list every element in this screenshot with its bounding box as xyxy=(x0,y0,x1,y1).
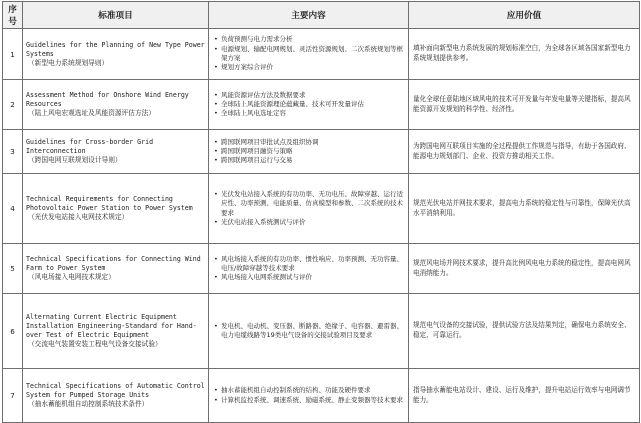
standard-title-cell xyxy=(23,130,209,174)
content-list xyxy=(213,386,405,405)
row-number: 2 xyxy=(3,80,23,130)
content-item: • 全球陆上风电选址定容 xyxy=(221,109,405,118)
standard-title-cell xyxy=(23,294,209,369)
row-number: 5 xyxy=(3,244,23,294)
main-content-cell xyxy=(209,29,409,80)
row-number: 6 xyxy=(3,294,23,369)
content-list xyxy=(213,91,405,119)
content-item: • 规划方案综合评价 xyxy=(221,63,405,72)
application-value-cell: 指导抽水蓄能电站设计、建设、运行及维护，提升电站运行效率与电网调节能力。 xyxy=(409,369,640,423)
content-item: • 计算机监控系统、调速系统、励磁系统、静止变频器等技术要求 xyxy=(221,396,405,405)
content-item: • 电源规划、输配电网规划、灵活性资源规划、二次系统规划等框架方案 xyxy=(221,45,405,64)
standard-title-cn: （交流电气装置安装工程电气设备交接试验） xyxy=(28,340,162,348)
row-number: 1 xyxy=(3,29,23,80)
content-item: • 光伏电站接入系统测试与评价 xyxy=(221,218,405,227)
standard-title-cell xyxy=(23,369,209,423)
standard-title-en: Assessment Method for Onshore Wind Energy Resources xyxy=(26,91,189,108)
standard-title-cell xyxy=(23,29,209,80)
content-item: • 风电场接入电网系统测试与评价 xyxy=(221,273,405,282)
content-item: • 光伏发电站接入系统的有功功率、无功电压、故障穿越、运行适应性、功率预测、电能质量、仿真模型和参数、二次系统的技术要求 xyxy=(221,190,405,218)
application-value-cell: 填补面向新型电力系统发展的规划标准空白，为全球各区域各国家新型电力系统规划提供参考。 xyxy=(409,29,640,80)
standard-title-cn: （新型电力系统规划导则） xyxy=(28,58,109,67)
standard-title-cell xyxy=(23,80,209,130)
standard-title-cn: （光伏发电站接入电网技术规定） xyxy=(28,213,129,221)
main-content-cell xyxy=(209,174,409,244)
row-number: 4 xyxy=(3,174,23,244)
application-value-cell: 量化全球任意陆地区域风电的技术可开发量与年发电量等关键指标，提高风能资源开发规划的科学性、经济性。 xyxy=(409,80,640,130)
standard-title-cn: （跨国电网互联规划设计导则） xyxy=(28,156,122,164)
content-list xyxy=(213,35,405,72)
standards-table xyxy=(2,1,640,423)
table-row xyxy=(3,369,640,423)
main-content-cell xyxy=(209,130,409,174)
application-value-cell: 规范风电场并网技术要求，提升高比例风电电力系统的稳定性，提高电网风电消纳能力。 xyxy=(409,244,640,294)
content-list xyxy=(213,322,405,341)
table-row xyxy=(3,29,640,80)
table-row xyxy=(3,294,640,369)
standards-table-container xyxy=(2,1,639,423)
standard-title-en: Guidelines for the Planning of New Type Power Systems xyxy=(26,40,205,58)
content-item: • 跨国联网项目融资与策略 xyxy=(221,147,405,156)
header-value: 应用价值 xyxy=(409,2,640,29)
content-list xyxy=(213,190,405,227)
header-content: 主要内容 xyxy=(209,2,409,29)
header-no: 序号 xyxy=(3,2,23,29)
content-item: • 跨国联网项目审批试点及组织协调 xyxy=(221,138,405,147)
content-item: • 发电机、电动机、变压器、断路器、绝缘子、电容器、避雷器、电力电缆线路等19类电气设备的交接试验项目及要求 xyxy=(221,322,405,341)
table-header-row xyxy=(3,2,640,29)
content-item: • 负荷预测与电力需求分析 xyxy=(221,35,405,44)
header-item: 标准项目 xyxy=(23,2,209,29)
content-item: • 全球陆上风能资源理论蕴藏量、技术可开发量评估 xyxy=(221,100,405,109)
standard-title-cell xyxy=(23,244,209,294)
content-item: • 风能资源评估方法及数据要求 xyxy=(221,91,405,100)
row-number: 7 xyxy=(3,369,23,423)
application-value-cell: 规范电气设备的交接试验，提供试验方法及结果判定，确保电力系统安全、稳定、可靠运行。 xyxy=(409,294,640,369)
standard-title-en: Alternating Current Electric Equipment Installation Engineering-Standard for Hand-over Test of Electric Equipment xyxy=(26,313,197,339)
table-row xyxy=(3,130,640,174)
standard-title-en: Technical Specifications for Connecting Wind Farm to Power System xyxy=(26,255,201,272)
content-item: • 跨国联网项目运行与交易 xyxy=(221,156,405,165)
application-value-cell: 为跨国电网互联项目实施的全过程提供工作规范与指导，有助于各国政府、能源电力规划部门、企业、投资方推动相关工作。 xyxy=(409,130,640,174)
standard-title-en: Technical Requirements for Connecting Photovoltaic Power Station to Power System xyxy=(26,195,193,212)
content-list xyxy=(213,255,405,283)
standard-title-cell xyxy=(23,174,209,244)
standard-title-cn: （陆上风电宏观选址及风能资源评估方法） xyxy=(28,109,156,117)
main-content-cell xyxy=(209,369,409,423)
row-number: 3 xyxy=(3,130,23,174)
standard-title-cn: （抽水蓄能机组自动控制系统技术条件） xyxy=(28,400,149,408)
standard-title-en: Technical Specifications of Automatic Control System for Pumped Storage Units xyxy=(26,382,205,399)
standard-title-cn: （风电场接入电网技术规定） xyxy=(28,273,115,281)
table-row xyxy=(3,80,640,130)
content-list xyxy=(213,138,405,166)
table-row xyxy=(3,244,640,294)
application-value-cell: 规范光伏电站并网技术要求，提高电力系统的稳定性与可靠性，保障光伏高水平消纳利用。 xyxy=(409,174,640,244)
standard-title-en: Guidelines for Cross-border Grid Interconnection xyxy=(26,138,154,155)
main-content-cell xyxy=(209,244,409,294)
content-item: • 抽水蓄能机组自动控制系统的结构、功能及硬件要求 xyxy=(221,386,405,395)
main-content-cell xyxy=(209,294,409,369)
table-row xyxy=(3,174,640,244)
content-item: • 风电场接入系统的有功功率、惯性响应、功率预测、无功容量、电压/故障穿越等技术要求 xyxy=(221,255,405,274)
main-content-cell xyxy=(209,80,409,130)
